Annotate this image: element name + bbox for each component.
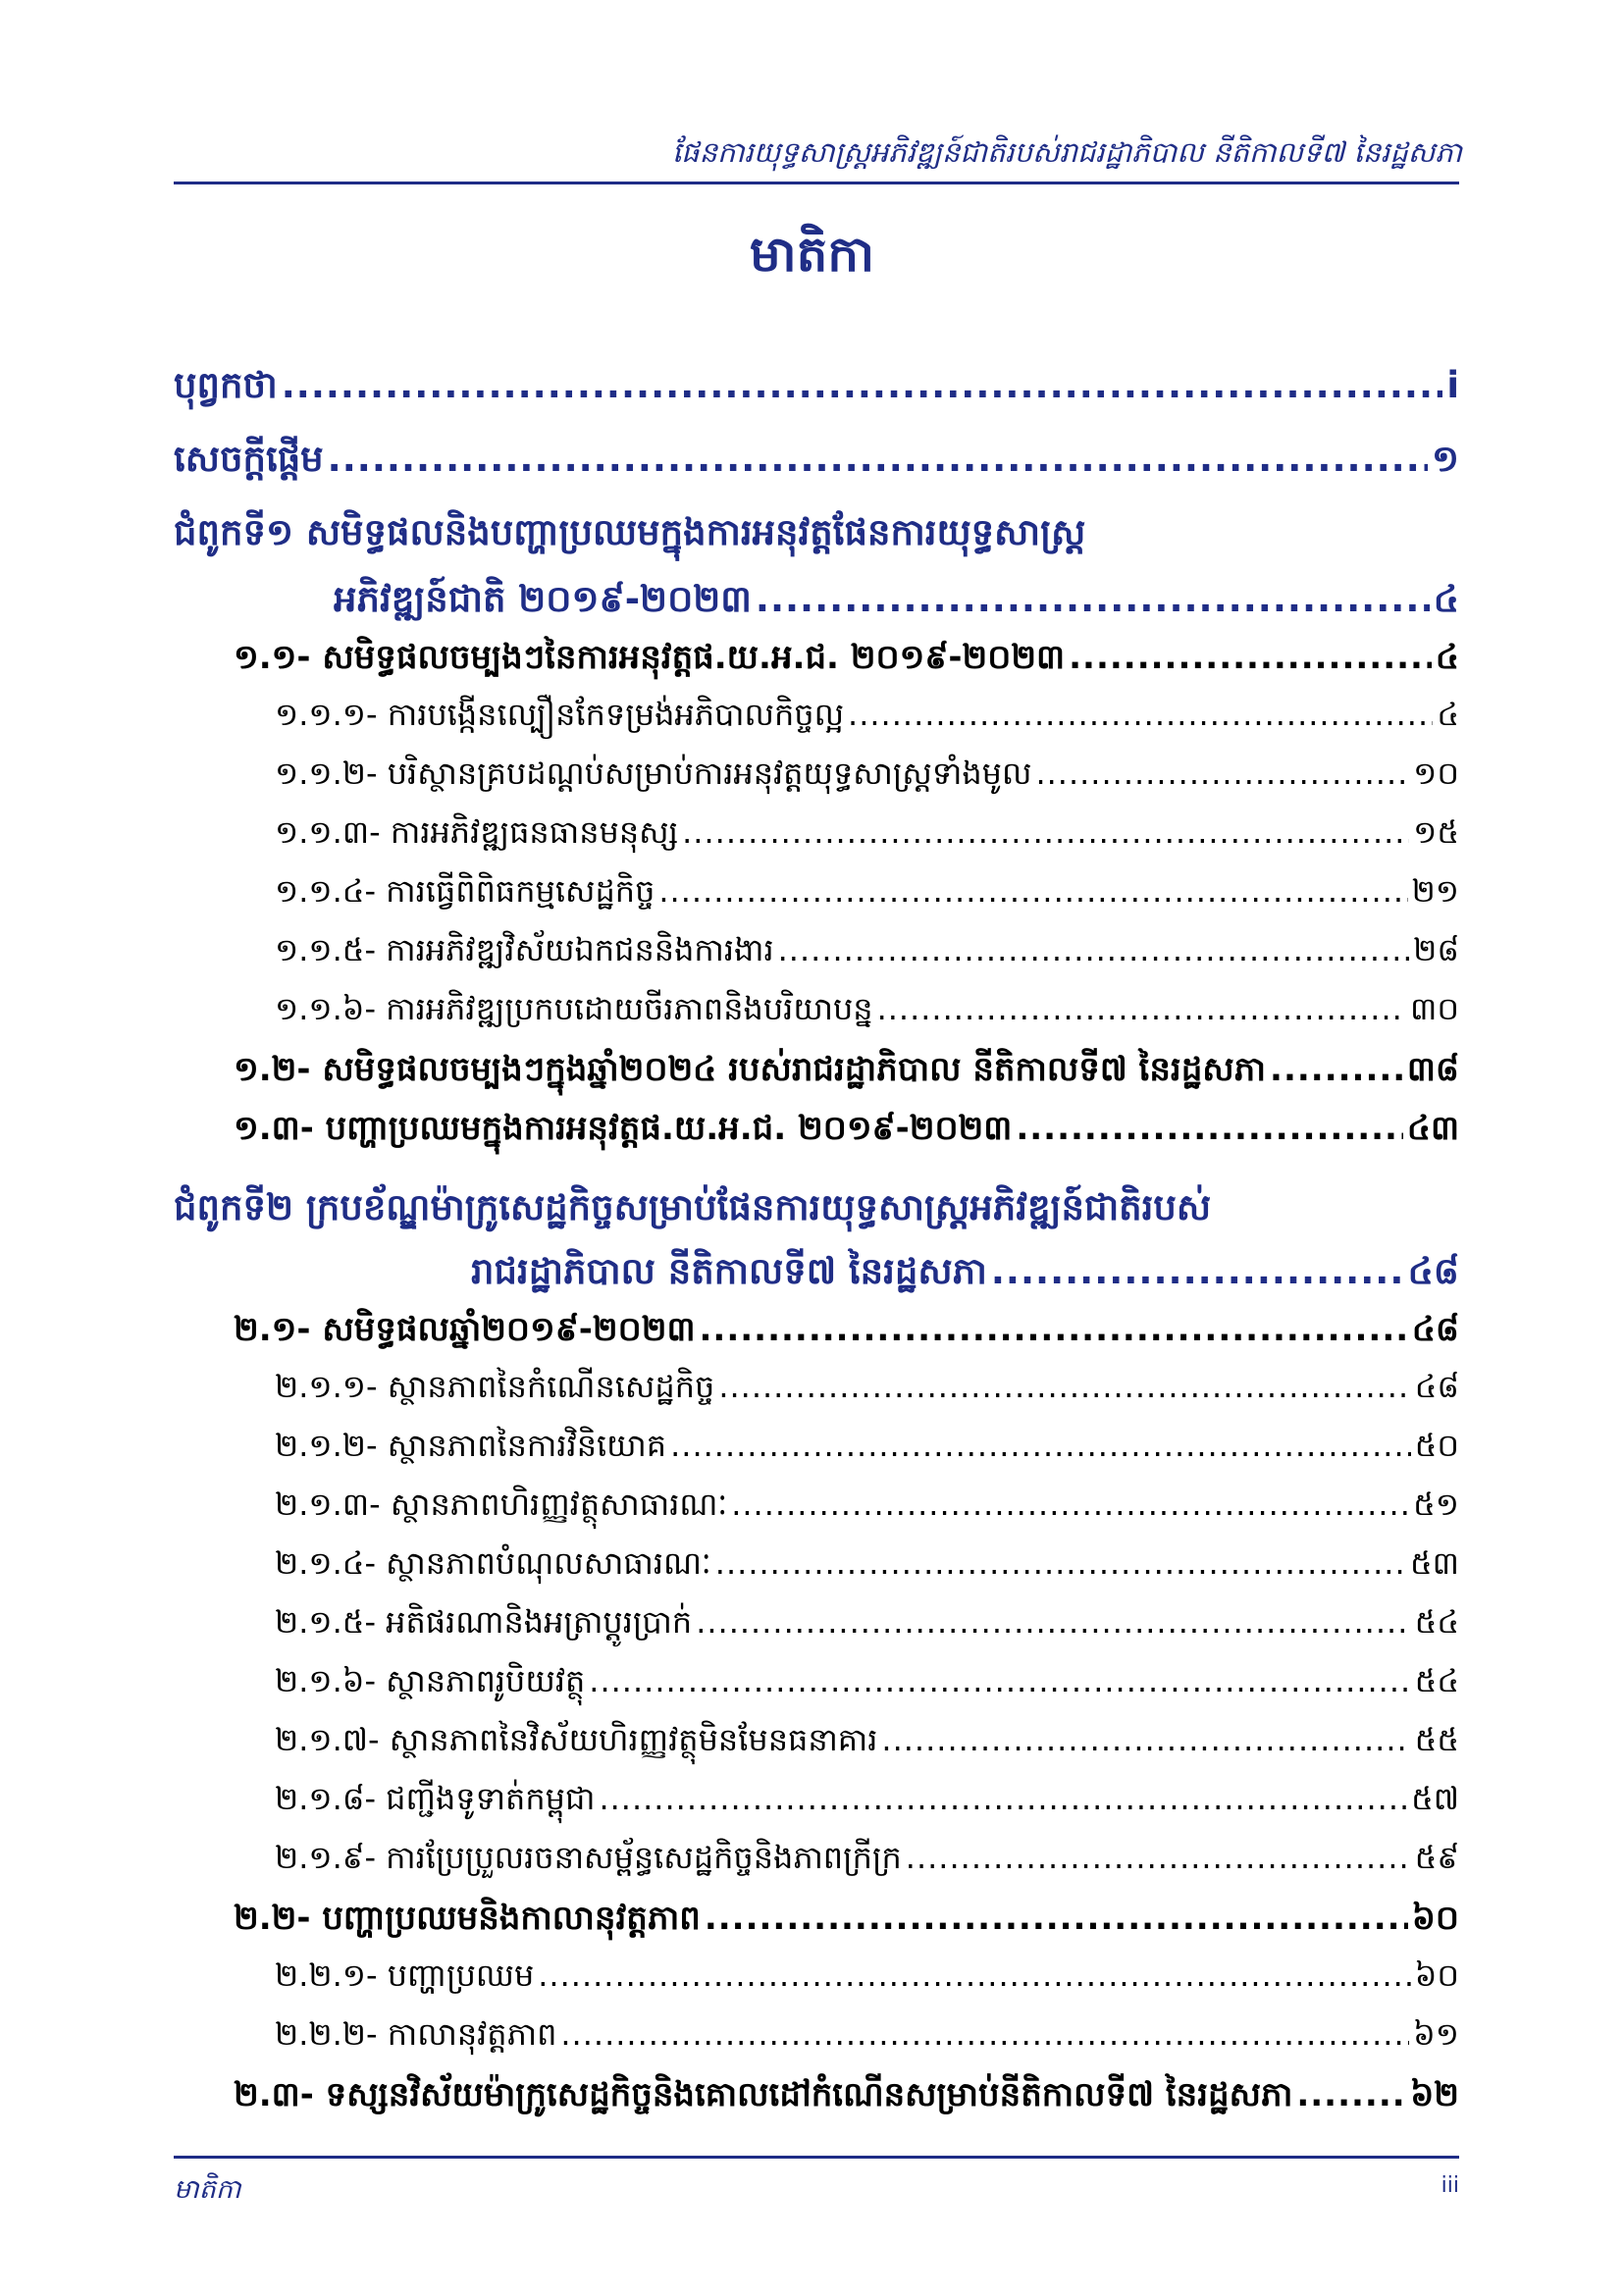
toc-entry-2-2[interactable] — [234, 1897, 1459, 1946]
toc-page: ៤៨ — [1407, 1250, 1459, 1292]
toc-entry-2-1-3[interactable] — [275, 1485, 1459, 1531]
toc-entry-1-1[interactable] — [234, 636, 1459, 685]
toc-entry-2-1[interactable] — [234, 1308, 1459, 1357]
toc-entry-2-1-6[interactable] — [275, 1661, 1459, 1707]
toc-page: ៣៨ — [1406, 1050, 1459, 1089]
toc-page: ៤ — [1435, 638, 1459, 677]
page-title: មាតិកា — [750, 226, 874, 283]
toc-leader — [282, 364, 1443, 406]
toc-label: អភិវឌ្ឍន៍ជាតិ ២០១៩-២០២៣ — [334, 578, 752, 620]
toc-leader — [705, 1899, 1408, 1938]
toc-page: ១០ — [1413, 755, 1459, 792]
toc-page: ១៥ — [1413, 813, 1459, 851]
toc-page: i — [1446, 364, 1459, 406]
toc-page: ៤៨ — [1414, 1368, 1459, 1405]
toc-leader — [756, 578, 1430, 620]
toc-label: ២.១.៥- អតិផរណានិងអត្រាប្តូរប្រាក់ — [275, 1603, 693, 1641]
toc-leader — [991, 1250, 1404, 1292]
toc-entry-intro[interactable] — [174, 437, 1459, 490]
toc-label: ២.១.៤- ស្ថានភាពបំណុលសាធារណៈ — [275, 1544, 711, 1582]
footer-section-label: មាតិកា — [174, 2174, 241, 2205]
toc-entry-chapter-1[interactable] — [334, 577, 1459, 630]
toc-entry-preface[interactable] — [174, 363, 1459, 416]
toc-label: សេចក្តីផ្តើម — [174, 438, 324, 480]
toc-label: ២.២- បញ្ហាប្រឈមនិងកាលានុវត្តភាព — [234, 1899, 701, 1938]
toc-page: ៤៣ — [1406, 1109, 1459, 1148]
toc-entry-2-3[interactable] — [234, 2073, 1459, 2122]
toc-label: ២.២.២- កាលានុវត្តភាព — [275, 2015, 557, 2053]
toc-entry-2-2-1[interactable] — [275, 1956, 1459, 2002]
toc-leader — [906, 1839, 1411, 1876]
toc-label: បុព្វកថា — [174, 364, 278, 406]
toc-leader — [877, 990, 1406, 1027]
toc-page: ៥៣ — [1410, 1544, 1459, 1582]
toc-leader — [778, 931, 1410, 968]
toc-page: ៦១ — [1413, 2015, 1459, 2053]
toc-label: ២.១- សមិទ្ធផលឆ្នាំ២០១៩-២០២៣ — [234, 1310, 696, 1349]
toc-page: ៥១ — [1413, 1486, 1459, 1523]
toc-leader — [670, 1427, 1411, 1464]
toc-leader — [715, 1544, 1406, 1582]
toc-entry-chapter-2[interactable] — [471, 1249, 1459, 1302]
toc-label: ១.១.១- ការបង្កើនល្បឿនកែទម្រង់អភិបាលកិច្ចល្អ — [275, 696, 845, 733]
toc-entry-2-1-9[interactable] — [275, 1838, 1459, 1884]
toc-label: ២.៣- ទស្សនវិស័យម៉ាក្រូសេដ្ឋកិច្ចនិងគោលដៅកំណើនសម្រាប់នីតិកាលទី៧ នៃរដ្ឋសភា — [234, 2075, 1293, 2114]
toc-leader — [538, 1956, 1410, 1994]
toc-entry-2-1-7[interactable] — [275, 1720, 1459, 1766]
header-rule — [174, 182, 1459, 184]
toc-leader — [848, 696, 1433, 733]
toc-label: ១.១.២- បរិស្ថានគ្របដណ្តប់សម្រាប់ការអនុវត្តយុទ្ធសាស្ត្រទាំងមូល — [275, 755, 1032, 792]
toc-page: ៥៧ — [1411, 1780, 1459, 1817]
toc-entry-2-2-2[interactable] — [275, 2014, 1459, 2060]
toc-entry-1-3[interactable] — [234, 1107, 1459, 1156]
toc-chapter-1-title[interactable]: ជំពូកទី១ សមិទ្ធផលនិងបញ្ហាប្រឈមក្នុងការអនុវត្តផែនការយុទ្ធសាស្ត្រ — [174, 511, 1086, 553]
toc-entry-2-1-5[interactable] — [275, 1602, 1459, 1648]
toc-page: ២៨ — [1413, 931, 1459, 968]
toc-page: ៤ — [1437, 696, 1459, 733]
toc-leader — [1270, 1050, 1403, 1089]
running-header: ផែនការយុទ្ធសាស្ត្រអភិវឌ្ឍន៍ជាតិរបស់រាជរដ្ឋាភិបាល នីតិកាលទី៧ នៃរដ្ឋសភា — [671, 135, 1462, 169]
toc-page: ៦០ — [1414, 1956, 1459, 1994]
toc-entry-1-2[interactable] — [234, 1048, 1459, 1097]
toc-leader — [881, 1721, 1410, 1758]
toc-page: ៥៤ — [1414, 1603, 1459, 1641]
toc-page: ៥០ — [1414, 1427, 1459, 1464]
toc-leader — [1016, 1109, 1403, 1148]
toc-leader — [560, 2015, 1409, 2053]
toc-label: ២.១.៨- ជញ្ជីងទូទាត់កម្ពុជា — [275, 1780, 596, 1817]
toc-page: ៥៥ — [1414, 1721, 1459, 1758]
toc-leader — [700, 1310, 1408, 1349]
toc-page: ៦២ — [1410, 2075, 1459, 2114]
toc-leader — [328, 438, 1428, 480]
toc-leader — [731, 1486, 1409, 1523]
toc-label: ១.១.៥- ការអភិវឌ្ឍវិស័យឯកជននិងការងារ — [275, 931, 774, 968]
toc-leader — [599, 1780, 1407, 1817]
toc-label: ២.១.៦- ស្ថានភាពរូបិយវត្ថុ — [275, 1662, 586, 1699]
toc-leader — [696, 1603, 1411, 1641]
toc-leader — [682, 813, 1409, 851]
toc-entry-1-1-4[interactable] — [275, 871, 1459, 917]
toc-label: រាជរដ្ឋាភិបាល នីតិកាលទី៧ នៃរដ្ឋសភា — [471, 1250, 987, 1292]
toc-page: ៤៨ — [1411, 1310, 1459, 1349]
toc-entry-1-1-1[interactable] — [275, 695, 1459, 741]
toc-leader — [658, 872, 1407, 910]
footer-rule — [174, 2156, 1459, 2159]
toc-page: ៤ — [1433, 578, 1459, 620]
toc-label: ១.១- សមិទ្ធផលចម្បងៗនៃការអនុវត្តផ.យ.អ.ជ. ២០១៩-២០២៣ — [234, 638, 1066, 677]
toc-label: ១.៣- បញ្ហាប្រឈមក្នុងការអនុវត្តផ.យ.អ.ជ. ២០១៩-២០២៣ — [234, 1109, 1013, 1148]
toc-label: ១.១.៦- ការអភិវឌ្ឍប្រកបដោយចីរភាពនិងបរិយាបន្ន — [275, 990, 873, 1027]
toc-entry-1-1-2[interactable] — [275, 754, 1459, 800]
toc-label: ២.១.៣- ស្ថានភាពហិរញ្ញវត្ថុសាធារណៈ — [275, 1486, 728, 1523]
toc-leader — [1069, 638, 1432, 677]
toc-leader — [1296, 2075, 1406, 2114]
toc-entry-2-1-1[interactable] — [275, 1367, 1459, 1413]
toc-entry-2-1-4[interactable] — [275, 1543, 1459, 1590]
toc-label: ១.១.៣- ការអភិវឌ្ឍធនធានមនុស្ស — [275, 813, 679, 851]
toc-label: ២.១.៧- ស្ថានភាពនៃវិស័យហិរញ្ញវត្ថុមិនមែនធនាគារ — [275, 1721, 878, 1758]
toc-page: ៣០ — [1410, 990, 1459, 1027]
toc-page: ៦០ — [1411, 1899, 1459, 1938]
toc-leader — [589, 1662, 1410, 1699]
toc-label: ១.១.៤- ការធ្វើពិពិធកម្មសេដ្ឋកិច្ច — [275, 872, 655, 910]
toc-label: ២.១.២- ស្ថានភាពនៃការវិនិយោគ — [275, 1427, 667, 1464]
toc-leader — [718, 1368, 1410, 1405]
toc-page: ១ — [1431, 438, 1459, 480]
toc-leader — [1035, 755, 1409, 792]
toc-label: ១.២- សមិទ្ធផលចម្បងៗក្នុងឆ្នាំ២០២៤ របស់រាជរដ្ឋាភិបាល នីតិកាលទី៧ នៃរដ្ឋសភា — [234, 1050, 1267, 1089]
toc-entry-1-1-6[interactable] — [275, 989, 1459, 1035]
toc-label: ២.២.១- បញ្ហាប្រឈម — [275, 1956, 535, 1994]
toc-page: ៥៩ — [1414, 1839, 1459, 1876]
footer-page-number: iii — [1441, 2173, 1459, 2198]
toc-entry-1-1-3[interactable] — [275, 812, 1459, 859]
toc-page: ២១ — [1411, 872, 1459, 910]
toc-entry-2-1-8[interactable] — [275, 1779, 1459, 1825]
toc-label: ២.១.៩- ការប្រែប្រួលរចនាសម្ព័ន្ធសេដ្ឋកិច្ចនិងភាពក្រីក្រ — [275, 1839, 902, 1876]
toc-chapter-2-title[interactable]: ជំពូកទី២ ក្របខ័ណ្ឌម៉ាក្រូសេដ្ឋកិច្ចសម្រាប់ផែនការយុទ្ធសាស្ត្រអភិវឌ្ឍន៍ជាតិរបស់ — [174, 1186, 1212, 1228]
toc-entry-1-1-5[interactable] — [275, 930, 1459, 976]
toc-label: ២.១.១- ស្ថានភាពនៃកំណើនសេដ្ឋកិច្ច — [275, 1368, 715, 1405]
toc-page: ៥៤ — [1414, 1662, 1459, 1699]
toc-entry-2-1-2[interactable] — [275, 1426, 1459, 1472]
